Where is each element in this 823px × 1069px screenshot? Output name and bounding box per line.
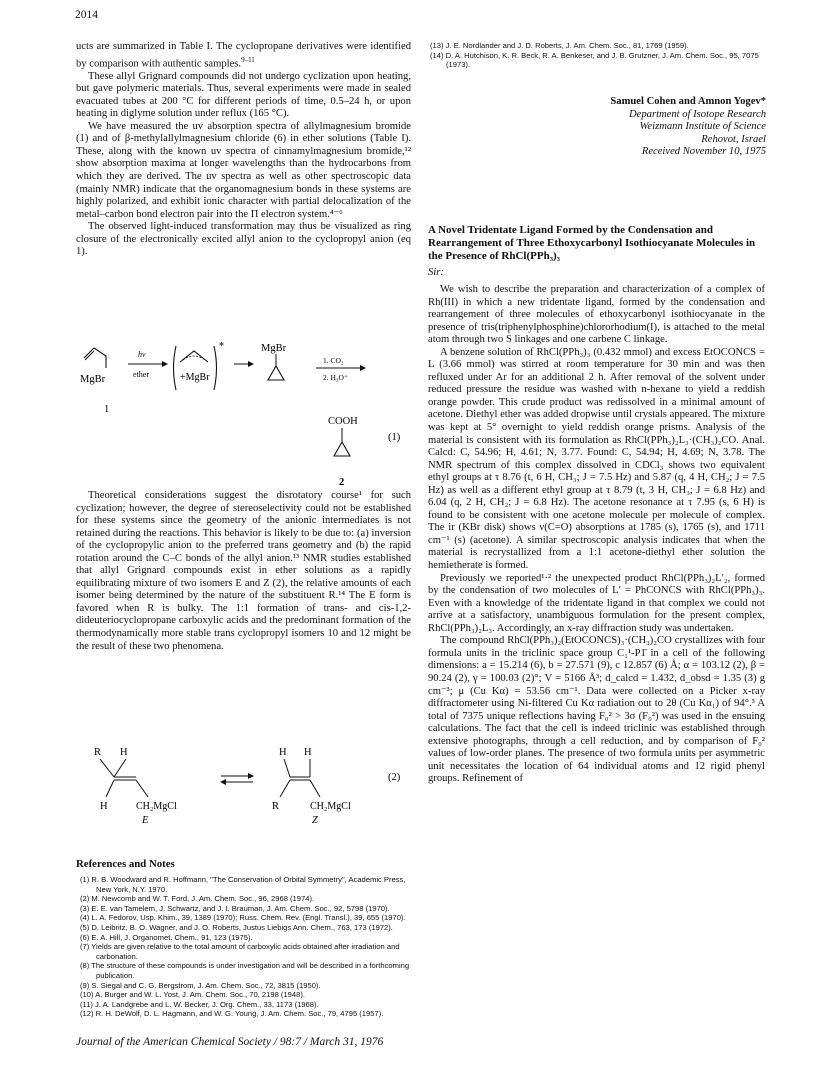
cyclopropane-ring <box>268 366 284 380</box>
arrowhead <box>162 361 168 367</box>
ether-label: ether <box>133 370 149 379</box>
city: Rehovot, Israel <box>701 133 766 145</box>
arrowhead <box>360 365 366 371</box>
cooh-label: COOH <box>328 416 358 427</box>
institution: Weizmann Institute of Science <box>639 121 766 133</box>
journal-footer: Journal of the American Chemical Society / 98:7 / March 31, 1976 <box>76 1036 384 1048</box>
cyclopropane-ring <box>334 442 350 456</box>
reference-item: (10) A. Burger and W. L. Yost, J. Am. Chem. Soc., 70, 2198 (1948). <box>80 990 305 1000</box>
bond <box>284 759 290 777</box>
reference-item: (3) E. E. van Tamelem, J. Schwartz, and J. I. Brauman, J. Am. Chem. Soc., 92, 5798 (1970). <box>80 903 390 913</box>
reaction-scheme-2 <box>76 745 412 845</box>
compound-label-2: 2 <box>339 477 345 488</box>
substituent-r: R <box>272 801 280 812</box>
isomer-z-label: Z <box>312 815 318 826</box>
paragraph: We wish to describe the preparation and characterization of a complex of Rh(III) in which a new tridentate ligand, formed by the condensation and rearrangement of three molecules of ethoxycarbonyl isothiocyanate in the presence of tris(triphenylphosphine)chlororhodium(I), is attached to the metal atom through two S linkages and one carbene C linkage. <box>428 284 765 346</box>
reference-item: (5) D. Leibritz, B. O. Wagner, and J. O. Roberts, Justus Liebigs Ann. Chem., 763, 173 (1972). <box>80 922 393 932</box>
ch2mgcl-label: CH₂MgCl <box>136 801 177 812</box>
excited-star: * <box>219 341 224 352</box>
paragraph-text: ucts are summarized in Table I. The cyclopropane derivatives were identified by comparison with authentic samples. <box>76 41 411 70</box>
author-signature <box>430 96 766 159</box>
mgbr-label: MgBr <box>261 343 287 354</box>
step-1-label: 1. CO₂ <box>323 356 344 365</box>
reference-item: (1) R. B. Woodward and R. Hoffmann, "The Conservation of Orbital Symmetry", Academic Press, New York, N.Y. 1970. <box>80 875 406 894</box>
isomer-e-label: E <box>142 815 149 826</box>
hv-label: hν <box>138 350 146 359</box>
reference-item: (6) E. A. Hill, J. Organomet. Chem., 91, 123 (1975). <box>80 932 253 942</box>
compound-label-1: 1 <box>104 404 110 415</box>
step-2-label: 2. H₃O⁺ <box>323 373 348 382</box>
authors: Samuel Cohen and Amnon Yogev* <box>610 96 766 107</box>
ch2mgcl-label: CH₂MgCl <box>310 801 351 812</box>
reference-item: (9) S. Siegal and C. G. Bergstrom, J. Am. Chem. Soc., 72, 3815 (1950). <box>80 980 321 990</box>
article-title: A Novel Tridentate Ligand Formed by the Condensation and Rearrangement of Three Ethoxycarbonyl Isothiocyanate Molecules in the Presence of RhCl(PPh₃)₃ <box>428 224 756 262</box>
bond <box>114 759 126 777</box>
references-continued <box>430 41 766 70</box>
hydrogen-label: H <box>304 747 312 758</box>
right-column-body <box>428 284 765 786</box>
bond <box>280 780 290 797</box>
references-heading: References and Notes <box>76 858 175 870</box>
arrowhead <box>248 773 254 779</box>
arrowhead <box>220 779 226 785</box>
hydrogen-label: H <box>120 747 128 758</box>
paragraph: We have measured the uv absorption spectra of allylmagnesium bromide (1) and of β-methylallylmagnesium chloride (6) in ether solutions (Table I). These, along with the known uv spectra of cinnamylmagnesium bromide,¹² show absorption maxima at longer wavelengths than the hydrocarbons from which they are derived. The uv spectra as well as other spectroscopic data (mainly NMR) indicate that the organomagnesium bonds in these systems are highly polarized, and exhibit ionic character with partial delocalization of the metal–carbon bond electron pair into the Π electron system.⁴⁻⁶ <box>76 120 411 220</box>
equation-number: (2) <box>388 772 401 783</box>
allyl-anion <box>180 351 208 362</box>
reference-item: (14) D. A. Hutchison, K. R. Beck, R. A. Benkeser, and J. B. Grutzner, J. Am. Chem. Soc., 95, 7075 (1973). <box>430 50 759 70</box>
department: Department of Isotope Research <box>629 108 766 120</box>
reference-item: (4) L. A. Fedorov, Usp. Khim., 39, 1389 (1970); Russ. Chem. Rev. (Engl. Transl.), 39, 655 (1970). <box>80 913 406 923</box>
left-column-middle <box>76 490 411 653</box>
bond <box>100 759 114 777</box>
bond <box>106 780 114 797</box>
equation-number: (1) <box>388 432 401 443</box>
bond <box>136 780 148 797</box>
reference-item: (12) R. H. DeWolf, D. L. Hagmann, and W. G. Young, J. Am. Chem. Soc., 79, 4795 (1957). <box>80 1009 384 1019</box>
hydrogen-label: H <box>100 801 108 812</box>
paragraph: The observed light-induced transformation may thus be visualized as ring closure of the electronically excited allyl anion to the cyclopropyl anion (eq 1). <box>76 221 411 258</box>
bracket-left <box>174 346 177 390</box>
reference-item: (13) J. E. Nordlander and J. D. Roberts, J. Am. Chem. Soc., 81, 1769 (1959). <box>430 41 689 50</box>
hydrogen-label: H <box>279 747 287 758</box>
substituent-r: R <box>94 747 102 758</box>
reference-item: (11) J. A. Landgrebe and L. W. Becker, J. Org. Chem., 33, 1173 (1968). <box>80 999 319 1009</box>
paragraph: Theoretical considerations suggest the disrotatory course¹ for such cyclization; however, the degree of stereoselectivity could not be established for these systems since the geometry of the anionic intermediates is not retained during the reactions. This behavior is likely to be due to: (a) inversion of the cyclopropylic anion to the preferred trans geometry and (b) the rapid rotation around the C–C bonds of the allyl anion.¹³ NMR studies established that allyl Grignard compounds exist in ether solutions as a rapidly equilibrating mixture of two isomers E and Z (2), the relative amounts of each isomer being determined by the nature of the substituent R.¹⁴ The E form is favored when R is bulky. The 1:1 formation of trans- and cis-1,2-dideuteriocyclopropane carboxylic acids and the predominant formation of the thermodynamically more stable trans cyclopropyl isomers 10 and 12 might be the result of these two phenomena. <box>76 490 411 652</box>
received-date: Received November 10, 1975 <box>641 146 766 158</box>
paragraph: These allyl Grignard compounds did not undergo cyclization upon heating, but gave polymeric materials. Thus, several experiments were made in sealed evacuated tubes at 200 °C for different periods of time, 0.5–24 h, or upon heating in diglyme solution under reflux (165 °C). <box>76 70 411 120</box>
citation: 9–11 <box>241 55 255 64</box>
salutation: Sir: <box>428 267 444 278</box>
left-column-top <box>76 41 411 259</box>
mgbr-label: MgBr <box>80 374 106 385</box>
paragraph: A benzene solution of RhCl(PPh₃)₃ (0.432 mmol) and excess EtOCONCS = L (3.66 mmol) was stirred at room temperature for 30 min and was then refluxed under Ar for an additional 2 h. After removal of the solvent under reduced pressure the residue was washed with n-hexane to yield a reddish orange powder. This crude product was redissolved in a minimal amount of acetone. Diethyl ether was added dropwise until crystals appeared. The mixture was kept at 5° overnight to yield reddish orange prisms. Analysis of the material is consistent with its formulation as RhCl(PPh₃)₂L₃·(CH₃)₂CO. Anal. Calcd: C, 54.96; H, 4.61; N, 3.77. Found: C, 54.94; H, 4.69; N, 3.78. The NMR spectrum of this complex dissolved in CDCl₃ shows two equivalent ethyl groups at τ 8.76 (t, 6 H, CH₃; J = 7.5 Hz) and 5.87 (q, 4 H, CH₂; J = 7.5 Hz) as well as a different ethyl group at τ 8.79 (t, 3 H, CH₃; J = 6.8 Hz) and 6.04 (q, 2 H, CH₂; J = 6.8 Hz). The acetone resonance at τ 7.95 (s, 6 H) is found to be consistent with one acetone molecule per molecule of complex. The ir (KBr disk) shows ν(C=O) absorptions at 1785 (s), 1765 (s), and 1711 cm⁻¹ (s) (acetone). A similar spectroscopic analysis indicates that when the material is recrystallized from a 1:1 acetone-diethyl ether solution the hemietherate is formed. <box>428 346 765 572</box>
bracket-right <box>214 346 217 390</box>
paragraph: Previously we reported¹·² the unexpected product RhCl(PPh₃)₂L′₂, formed by the condensation of two molecules of L′ = PhCONCS with RhCl(PPh₃)₃. Even with a knowledge of the tridentate ligand in that complex we could not arrive at a satisfactory, unambiguous formulation for the present complex, RhCl(PPh₃)₂L₃. Accordingly, an x-ray diffraction study was undertaken. <box>428 572 765 634</box>
reference-item: (8) The structure of these compounds is under investigation and will be described in a forthcoming publication. <box>80 961 410 980</box>
references-list <box>80 875 410 1019</box>
plus-mgbr-label: +MgBr <box>180 372 210 383</box>
bond <box>310 780 320 797</box>
paragraph <box>76 41 411 71</box>
reference-item: (7) Yields are given relative to the total amount of carboxylic acids obtained after irradiation and carbonation. <box>80 942 400 961</box>
page-number: 2014 <box>75 9 98 21</box>
reference-item: (2) M. Newcomb and W. T. Ford, J. Am. Chem. Soc., 96, 2968 (1974). <box>80 894 315 904</box>
reaction-scheme-1 <box>76 338 412 498</box>
paragraph: The compound RhCl(PPh₃)₂(EtOCONCS)₃·(CH₃)₂CO crystallizes with four formula units in the triclinic space group C₁¹-P1̄ in a cell of the following dimensions: a = 15.214 (6), b = 27.571 (9), c 12.857 (6) Å; α = 103.12 (2), β = 90.24 (2), γ = 100.03 (2)°; V = 5166 Å³; d_calcd = 1.432, d_obsd = 1.35 (3) g cm⁻³; μ (Cu Kα) = 53.56 cm⁻¹. Data were collected on a Picker x-ray diffractometer using Ni-filtered Cu Kα radiation out to 2θ (Cu Kα₁) of 94°.³ A total of 7375 unique reflections having F₀² > 3σ (F₀²) was used in the ensuing calculations. The fact that the cell is indeed triclinic was established through extensive photographs, through a cell reduction, and by comparison of F₀² values of low-order planes. The presence of two formula units per asymmetric unit necessitates the location of 64 individual atoms and 12 rigid phenyl groups. Refinement of <box>428 635 765 785</box>
arrowhead <box>248 361 254 367</box>
